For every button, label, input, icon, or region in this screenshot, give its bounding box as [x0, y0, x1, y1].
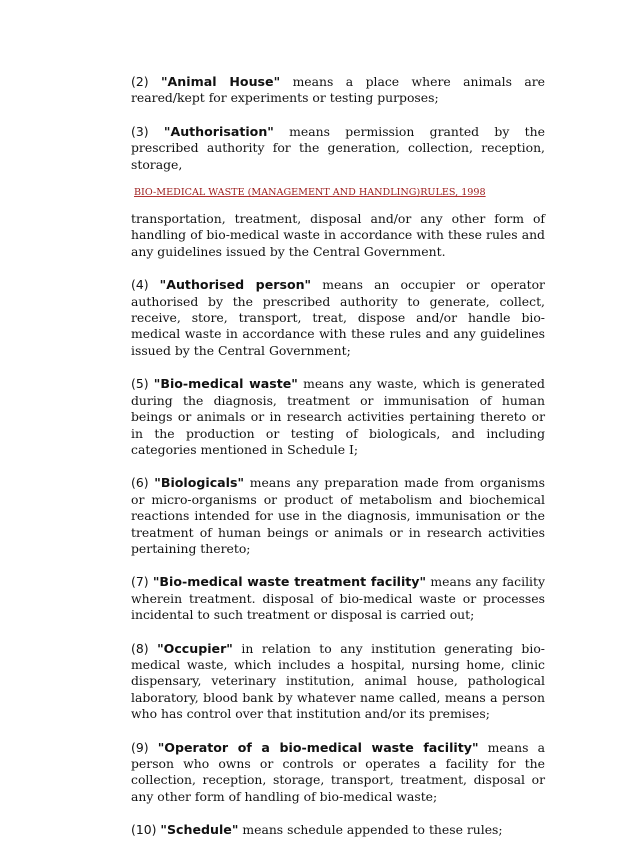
clause-number: (2)	[131, 74, 149, 89]
definition-text: means a place where animals are reared/kept for experiments or testing purposes;	[131, 74, 545, 106]
definition-schedule	[131, 822, 545, 838]
defined-term: "Occupier"	[157, 640, 233, 656]
definition-biologicals	[131, 475, 545, 557]
definition-bio-medical-waste	[131, 376, 545, 458]
definition-text: means a person who owns or controls or operates a facility for the collection, reception, storage, transport, treatment, disposal or any other form of handling of bio-medical waste;	[131, 739, 545, 804]
clause-number: (9)	[131, 739, 149, 755]
clause-number: (5)	[131, 376, 149, 392]
definition-text: in relation to any institution generating bio-medical waste, which includes a hospital, nursing home, clinic dispensary, veterinary institution, animal house, pathological laboratory, blood bank by whatever name called, means a person who has control over that institution and/or its premises;	[131, 640, 545, 722]
defined-term: "Authorisation"	[163, 123, 274, 139]
definition-text: means permission granted by the prescribed authority for the generation, collection, reception, storage,	[131, 123, 545, 172]
definition-text: means any waste, which is generated during the diagnosis, treatment or immunisation of human beings or animals or in research activities pertaining thereto or in the production or testing of biologicals, and including categories mentioned in Schedule I;	[131, 376, 545, 457]
definition-occupier	[131, 641, 545, 723]
definition-text: means an occupier or operator authorised by the prescribed authority to generate, collect, receive, store, transport, treat, dispose and/or handle bio-medical waste in accordance with these rules and any guidelines issued by the Central Government;	[131, 277, 545, 358]
definition-text: means any facility wherein treatment. disposal of bio-medical waste or processes incidental to such treatment or disposal is carried out;	[131, 574, 545, 623]
definition-text: means schedule appended to these rules;	[242, 822, 503, 838]
definition-operator	[131, 740, 545, 806]
clause-number: (8)	[131, 640, 149, 656]
definition-authorisation	[131, 124, 545, 173]
definition-animal-house	[131, 74, 545, 107]
clause-number: (6)	[131, 475, 149, 491]
defined-term: "Schedule"	[160, 822, 239, 838]
clause-number: (3)	[131, 123, 149, 139]
running-header-banner: BIO-MEDICAL WASTE (MANAGEMENT AND HANDLING)RULES, 1998	[134, 187, 486, 199]
definition-text: transportation, treatment, disposal and/or any other form of handling of bio-medical waste in accordance with these rules and any guidelines issued by the Central Government.	[131, 211, 545, 259]
definition-treatment-facility	[131, 574, 545, 623]
defined-term: "Biologicals"	[154, 475, 245, 491]
definition-authorised-person	[131, 277, 545, 359]
document-page	[131, 74, 545, 856]
defined-term: "Operator of a bio-medical waste facility"	[157, 739, 479, 755]
defined-term: "Animal House"	[160, 74, 281, 89]
defined-term: "Bio-medical waste treatment facility"	[152, 574, 427, 590]
definition-text: means any preparation made from organisms or micro-organisms or product of metabolism and biochemical reactions intended for use in the diagnosis, immunisation or the treatment of human beings or animals or in research activities pertaining thereto;	[131, 475, 545, 556]
clause-number: (7)	[131, 574, 149, 590]
definition-authorisation-continued	[131, 211, 545, 260]
defined-term: "Authorised person"	[159, 277, 312, 293]
defined-term: "Bio-medical waste"	[153, 376, 298, 392]
clause-number: (4)	[131, 277, 149, 293]
clause-number: (10)	[131, 822, 157, 838]
